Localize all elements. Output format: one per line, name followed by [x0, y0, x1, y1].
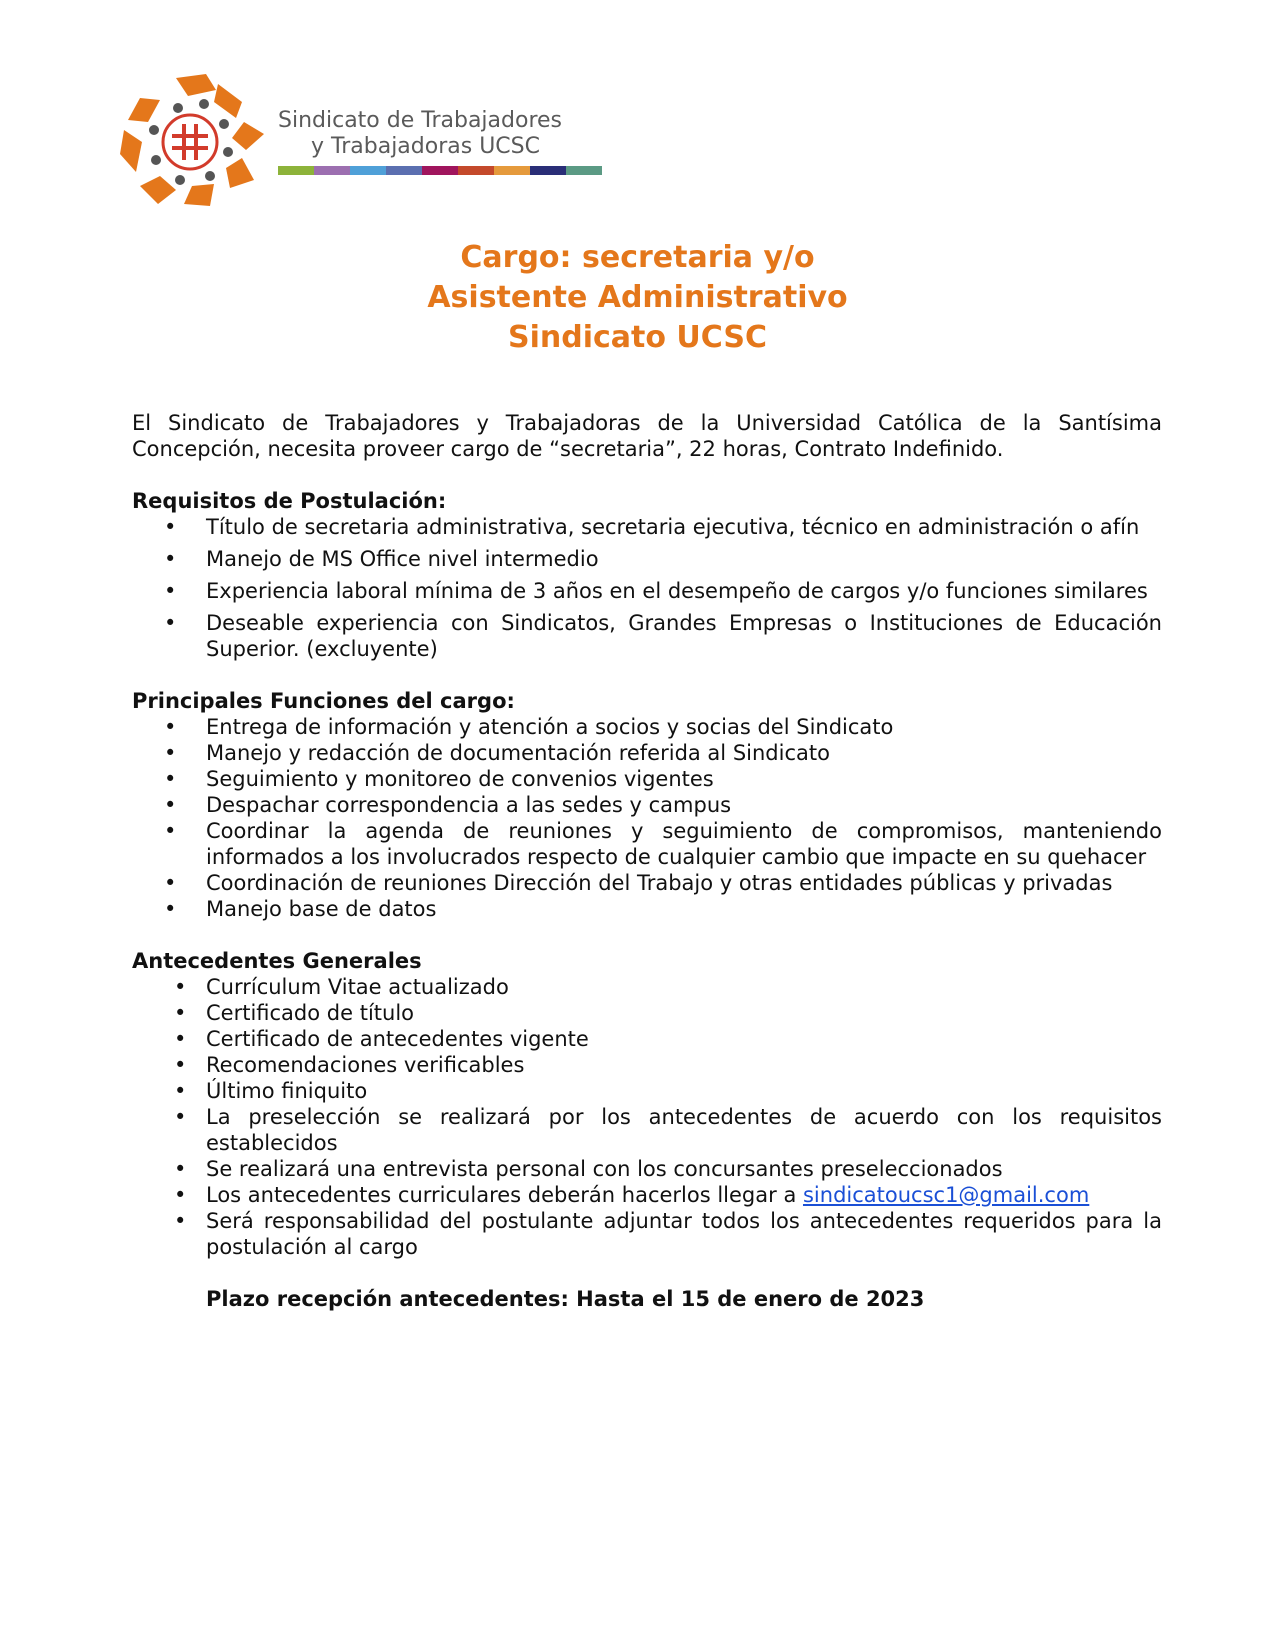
- bullet-icon: •: [174, 975, 187, 999]
- document-title: [0, 238, 1275, 358]
- list-item: • Entrega de información y atención a socios y socias del Sindicato: [164, 715, 894, 739]
- stripe: [530, 166, 566, 175]
- list-item: • Manejo base de datos: [164, 897, 437, 921]
- union-logo: [118, 72, 638, 212]
- bullet-icon: •: [164, 871, 177, 895]
- document-body: [132, 410, 1162, 1312]
- list-item: • La preselección se realizará por los antecedentes de acuerdo con los requisitos establecidos: [174, 1105, 1162, 1155]
- list-item: • Será responsabilidad del postulante adjuntar todos los antecedentes requeridos para la postulación al cargo: [174, 1209, 1162, 1259]
- bullet-icon: •: [164, 819, 177, 843]
- bullet-icon: •: [174, 1183, 187, 1207]
- bullet-icon: •: [164, 715, 177, 739]
- list-item: • Coordinar la agenda de reuniones y seguimiento de compromisos, manteniendo informados a los involucrados respecto de cualquier cambio que impacte en su quehacer: [164, 819, 1162, 869]
- requirements-section: [132, 488, 1162, 662]
- list-item: • Certificado de título: [174, 1001, 415, 1025]
- bullet-icon: •: [174, 1079, 187, 1103]
- background-section: [132, 948, 1162, 1260]
- background-list: [132, 974, 1162, 1260]
- stripe: [422, 166, 458, 175]
- stripe: [350, 166, 386, 175]
- stripe: [458, 166, 494, 175]
- bullet-icon: •: [174, 1001, 187, 1025]
- bullet-icon: •: [164, 515, 177, 539]
- title-line-2: Asistente Administrativo: [427, 280, 848, 315]
- title-line-1: Cargo: secretaria y/o: [460, 240, 815, 275]
- list-item: • Seguimiento y monitoreo de convenios vigentes: [164, 767, 714, 791]
- functions-heading: Principales Funciones del cargo:: [132, 689, 515, 713]
- background-heading: Antecedentes Generales: [132, 949, 422, 973]
- union-emblem-icon: [118, 72, 273, 212]
- list-item: • Título de secretaria administrativa, secretaria ejecutiva, técnico en administración o afín: [164, 515, 1140, 539]
- list-item: • Coordinación de reuniones Dirección del Trabajo y otras entidades públicas y privadas: [164, 871, 1113, 895]
- bullet-icon: •: [174, 1105, 187, 1129]
- bullet-icon: •: [174, 1209, 187, 1233]
- intro-paragraph: El Sindicato de Trabajadores y Trabajadoras de la Universidad Católica de la Santísima Concepción, necesita proveer cargo de “secretaria”, 22 horas, Contrato Indefinido.: [132, 411, 1162, 461]
- logo-color-stripes: [278, 166, 602, 175]
- email-item-prefix: Los antecedentes curriculares deberán hacerlos llegar a: [206, 1183, 803, 1207]
- list-item: • Manejo y redacción de documentación referida al Sindicato: [164, 741, 830, 765]
- list-item: • Recomendaciones verificables: [174, 1053, 525, 1077]
- logo-text: [278, 108, 562, 160]
- bullet-icon: •: [174, 1027, 187, 1051]
- deadline-text: Plazo recepción antecedentes: Hasta el 15 de enero de 2023: [206, 1287, 925, 1311]
- stripe: [278, 166, 314, 175]
- bullet-icon: •: [174, 1053, 187, 1077]
- functions-section: [132, 688, 1162, 922]
- stripe: [494, 166, 530, 175]
- list-item: • Despachar correspondencia a las sedes y campus: [164, 793, 732, 817]
- list-item: • Deseable experiencia con Sindicatos, Grandes Empresas o Instituciones de Educación Superior. (excluyente): [164, 611, 1162, 661]
- bullet-icon: •: [164, 611, 177, 635]
- requirements-list: [132, 514, 1162, 662]
- email-link[interactable]: sindicatoucsc1@gmail.com: [802, 1183, 1090, 1207]
- functions-list: [132, 714, 1162, 922]
- bullet-icon: •: [164, 741, 177, 765]
- list-item: • Currículum Vitae actualizado: [174, 975, 509, 999]
- list-item: • Manejo de MS Office nivel intermedio: [164, 547, 599, 571]
- bullet-icon: •: [164, 793, 177, 817]
- list-item: [132, 1182, 1162, 1208]
- logo-line-2: y Trabajadoras UCSC: [311, 134, 540, 159]
- list-item: • Certificado de antecedentes vigente: [174, 1027, 589, 1051]
- stripe: [386, 166, 422, 175]
- bullet-icon: •: [164, 767, 177, 791]
- stripe: [314, 166, 350, 175]
- list-item: • Último finiquito: [174, 1079, 368, 1103]
- list-item: • Se realizará una entrevista personal con los concursantes preseleccionados: [174, 1157, 1003, 1181]
- bullet-icon: •: [164, 897, 177, 921]
- bullet-icon: •: [164, 579, 177, 603]
- bullet-icon: •: [164, 547, 177, 571]
- requirements-heading: Requisitos de Postulación:: [132, 489, 447, 513]
- logo-line-1: Sindicato de Trabajadores: [278, 108, 563, 133]
- list-item: • Experiencia laboral mínima de 3 años en el desempeño de cargos y/o funciones similares: [164, 579, 1148, 603]
- title-line-3: Sindicato UCSC: [508, 320, 767, 355]
- bullet-icon: •: [174, 1157, 187, 1181]
- stripe: [566, 166, 602, 175]
